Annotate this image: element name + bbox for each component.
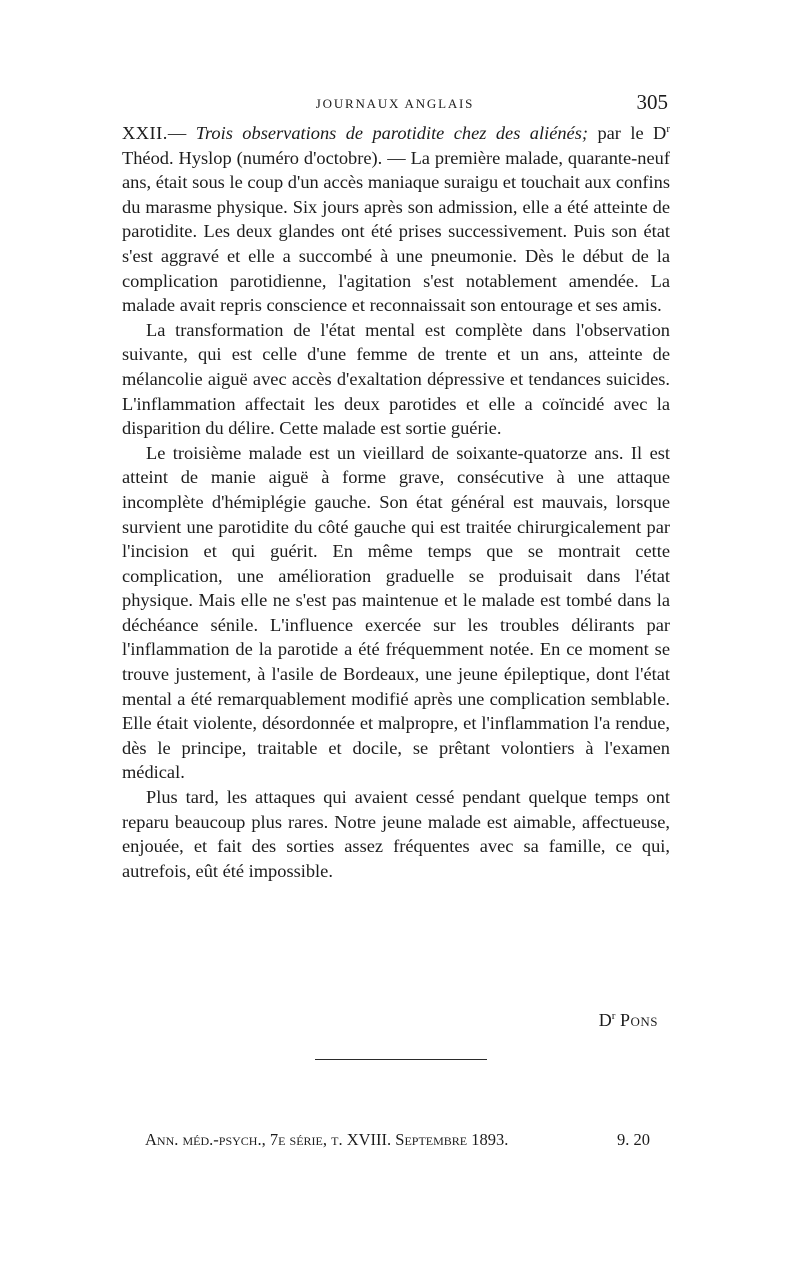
- article-title: Trois observations de parotidite chez des aliénés;: [195, 123, 589, 143]
- running-title: JOURNAUX ANGLAIS: [315, 96, 475, 111]
- article-number: XXII.: [122, 123, 168, 143]
- page-footer: [145, 1130, 650, 1150]
- article-paragraph-1: XXII.— Trois observations de parotidite chez des aliénés; par le $D^r$ Théod. Hyslop (numéro d'octobre). — La première malade, quarante-neuf ans, était sous le coup d'un accès maniaque suraigu et touchait aux confins du marasme physique. Six jours après son admission, elle a été atteinte de parotidite. Les deux glandes ont été prises successivement. Puis son état s'est aggravé et elle a succombé à une pneumonie. Dès le début de la complication parotidienne, l'agitation s'est notablement amendée. La malade avait repris conscience et reconnaissait son entourage et ses amis.: [122, 122, 670, 316]
- signature-mark: 9. 20: [617, 1130, 650, 1149]
- article-text-1: Théod. Hyslop (numéro d'octobre). — La première malade, quarante-neuf ans, était sous le coup d'un accès maniaque suraigu et touchait aux confins du marasme physique. Six jours après son admission, elle a été atteinte de parotidite. Les deux glandes ont été prises successivement. Puis son état s'est aggravé et elle a succombé à une pneumonie. Dès le début de la complication parotidienne, l'agitation s'est notablement amendée. La malade avait repris conscience et reconnaissait son entourage et ses amis.: [122, 147, 670, 316]
- page-number: 305: [636, 90, 668, 114]
- author-superscript: r: [666, 122, 670, 135]
- author-signature: [599, 1010, 658, 1031]
- article-body: [122, 121, 670, 883]
- article-paragraph-3: Le troisième malade est un vieillard de soixante-quatorze ans. Il est atteint de manie aiguë à forme grave, consécutive à une attaque incomplète d'hémiplégie gauche. Son état général est mauvais, lorsque survient une parotidite du côté gauche qui est traitée chirurgicalement par l'incision et qui guérit. En même temps que se montrait cette complication, une amélioration graduelle se produisait dans l'état physique. Mais elle ne s'est pas maintenue et le malade est tombé dans la déchéance sénile. L'influence exercée sur les troubles délirants par l'inflammation de la parotide a été fréquemment notée. En ce moment se trouve justement, à l'asile de Bordeaux, une jeune épileptique, dont l'état mental a été remarquablement modifié après une complication semblable. Elle était violente, désordonnée et malpropre, et l'inflammation l'a rendue, dès le principe, traitable et docile, se prêtant volontiers à l'examen médical.: [122, 442, 670, 783]
- signature-superscript: r: [611, 1010, 616, 1022]
- journal-reference: Ann. méd.-psych., 7e série, t. XVIII. Septembre 1893.: [145, 1130, 509, 1149]
- signature-name: Pons: [619, 1010, 658, 1030]
- running-head: [122, 90, 668, 118]
- article-paragraph-4: Plus tard, les attaques qui avaient cessé pendant quelque temps ont reparu beaucoup plus rares. Notre jeune malade est aimable, affectueuse, enjouée, et fait des sorties assez fréquentes avec sa famille, ce qui, autrefois, eût été impossible.: [122, 787, 670, 881]
- author-prefix: par le D: [597, 123, 667, 143]
- signature-prefix: D: [598, 1010, 612, 1030]
- article-paragraph-2: La transformation de l'état mental est complète dans l'observation suivante, qui est celle d'une femme de trente et un ans, atteinte de mélancolie aiguë avec accès d'exaltation dépressive et tendances suicides. L'inflammation affectait les deux parotides et elle a coïncidé avec la disparition du délire. Cette malade est sortie guérie.: [122, 319, 670, 439]
- section-divider: [315, 1059, 487, 1060]
